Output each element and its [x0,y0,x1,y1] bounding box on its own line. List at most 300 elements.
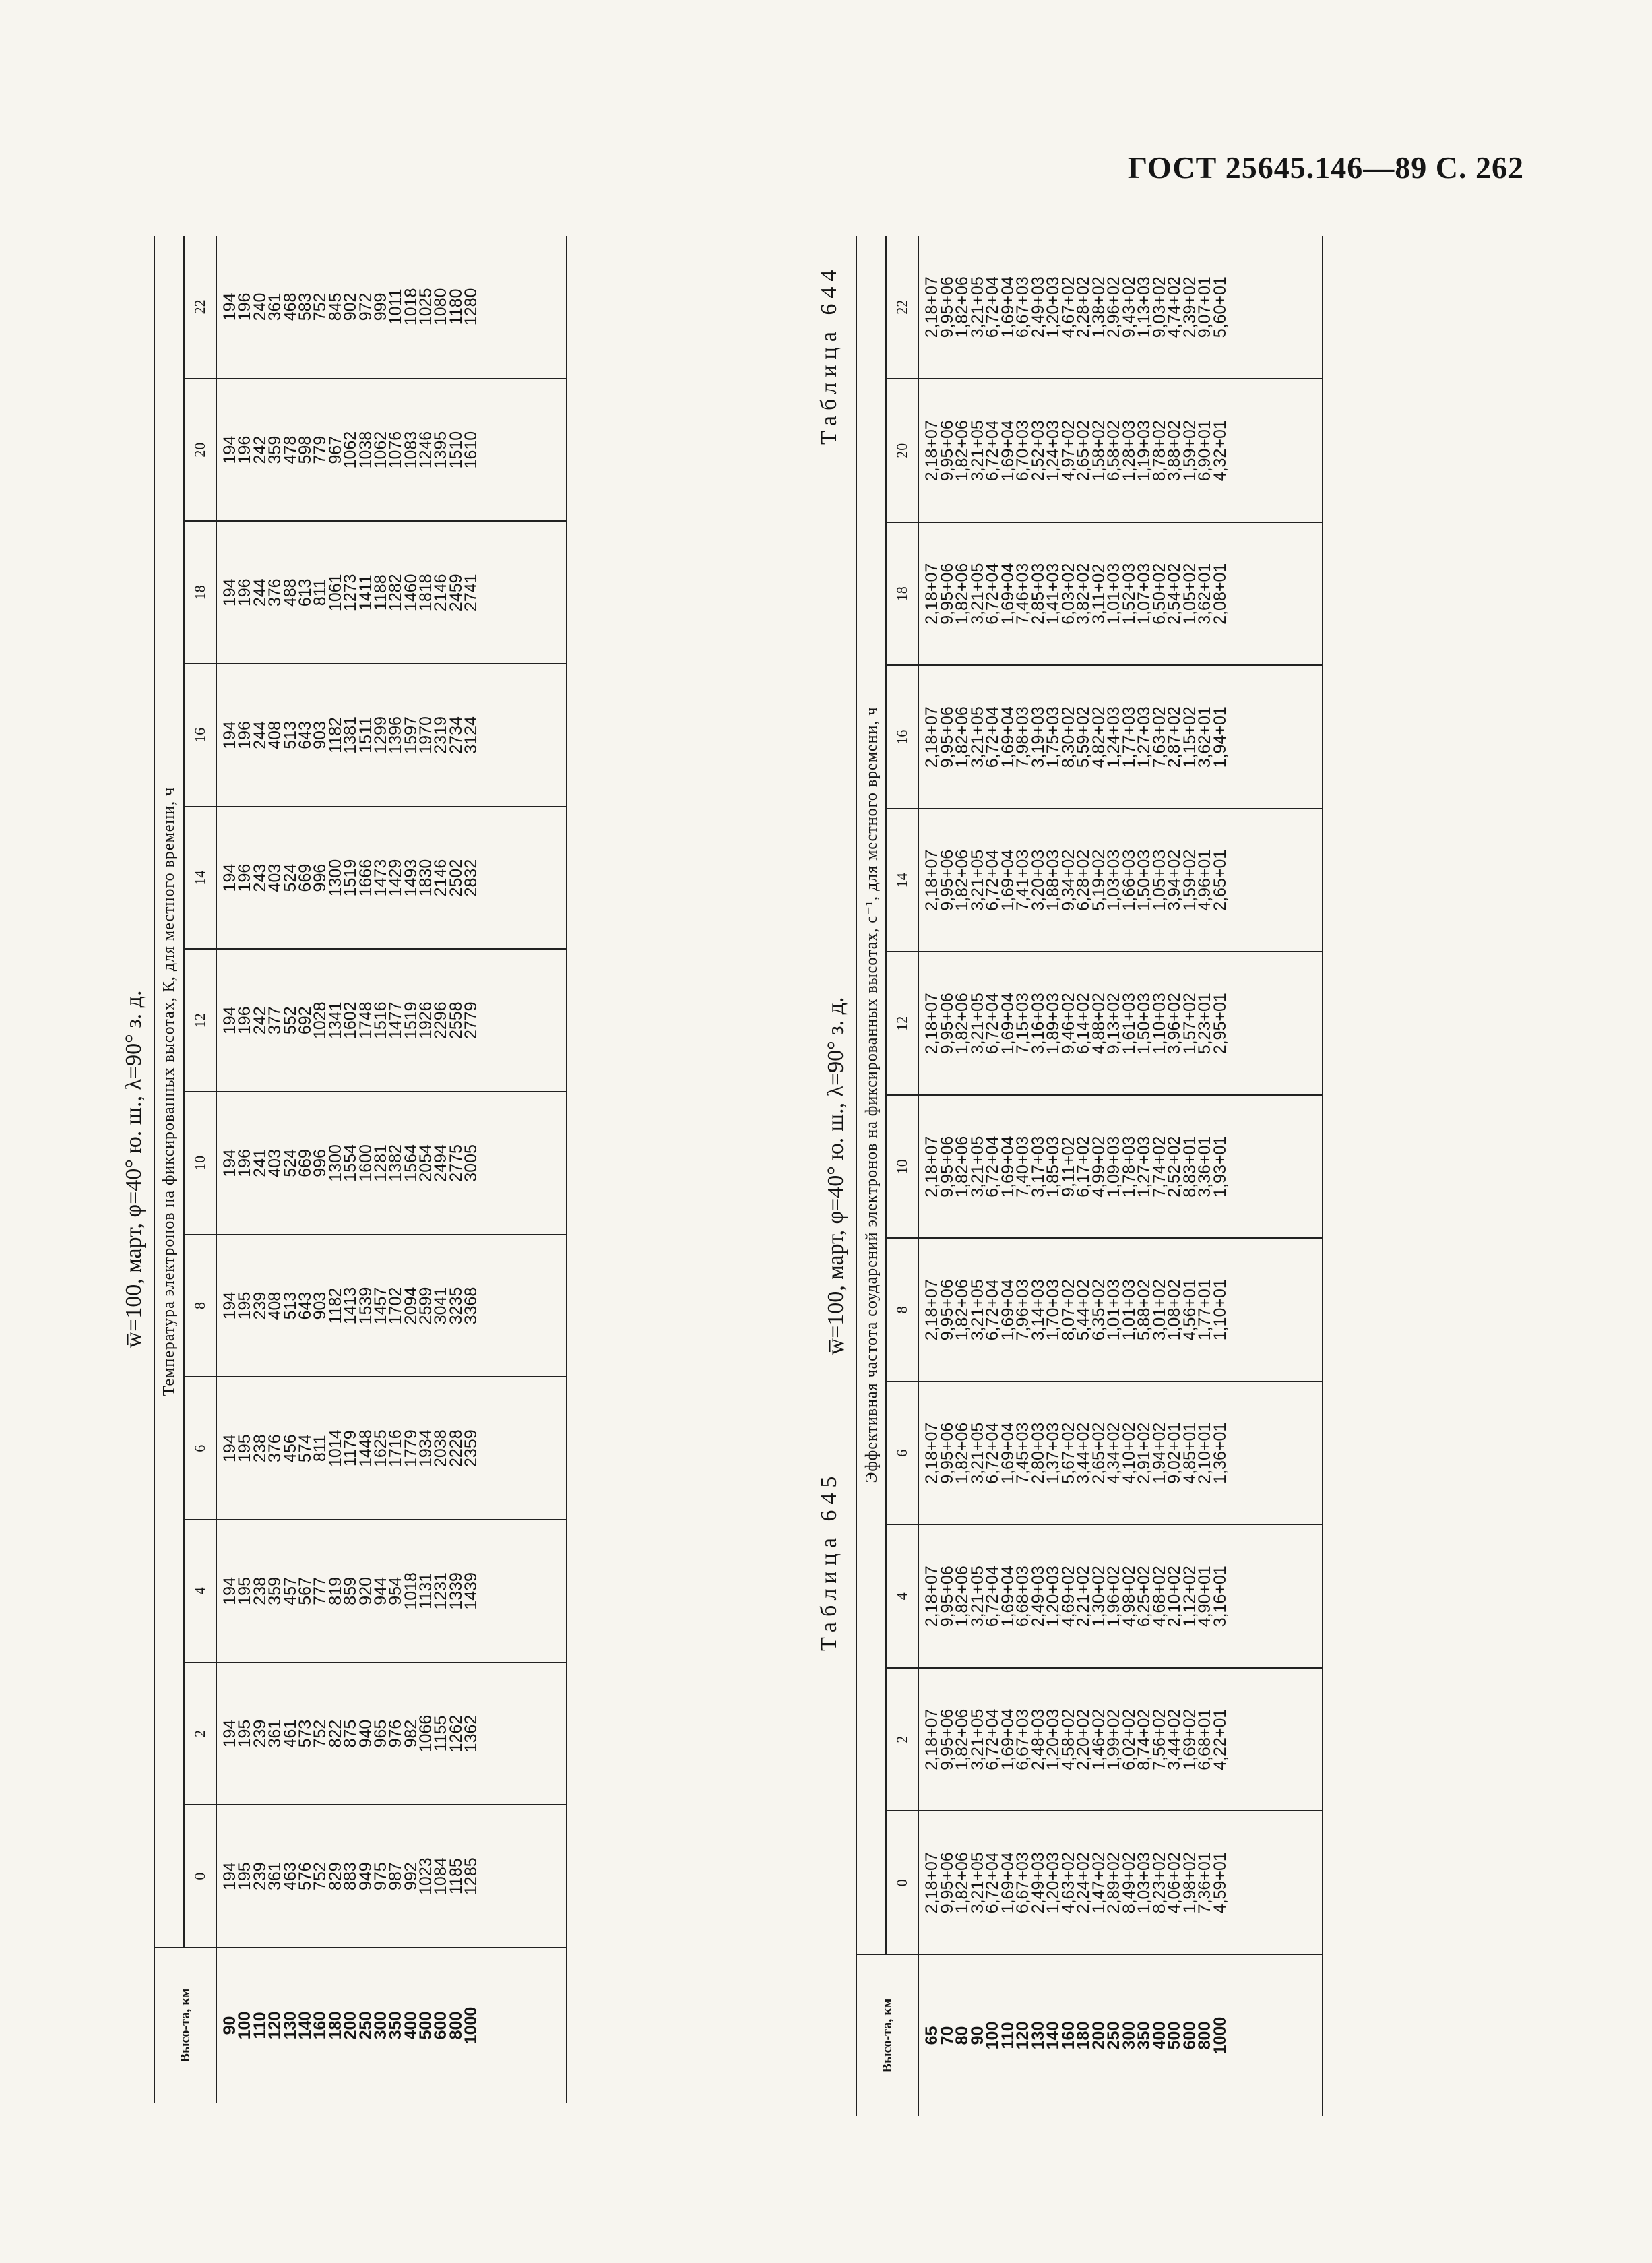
table-cell: 2,18+07 [922,420,941,482]
table-cell: 811 [311,579,330,607]
table-cell: 9,11+02 [1058,1136,1078,1197]
table-cell: 4,67+02 [1058,276,1078,338]
table-cell: 461 [280,1719,300,1748]
altitude-value: 70 [937,2026,957,2045]
table-cell: 1,82+06 [953,1279,972,1341]
table-cell: 6,72+04 [983,1708,1002,1770]
table-cell: 811 [311,1435,330,1462]
table-cell: 3,21+05 [967,706,987,768]
table-cell: 6,02+02 [1119,1708,1139,1770]
altitude-value: 65 [922,2026,941,2045]
table-cell: 1,82+06 [953,563,972,625]
table-cell: 1,28+03 [1119,420,1139,482]
table-cell: 6,14+02 [1074,993,1093,1055]
table-cell: 1519 [341,859,360,897]
table-cell: 9,95+06 [937,1566,957,1628]
table-cell: 2094 [401,1286,420,1325]
altitude-value: 300 [371,2011,390,2040]
table-cell: 194 [220,1719,239,1748]
table-cell: 7,98+03 [1013,706,1032,768]
table-cell: 1,69+04 [998,706,1017,768]
table-cell: 2832 [462,859,481,897]
table-cell: 2741 [462,574,481,612]
table-cell: 1411 [356,574,375,611]
table-cell: 1473 [371,859,390,897]
altitude-value: 130 [1028,2021,1048,2050]
value-column [918,236,1323,379]
hour-header: 12 [184,949,216,1092]
table-cell: 1,41+03 [1044,563,1062,625]
table-cell: 9,95+06 [937,420,957,482]
table-cell: 6,72+04 [983,1566,1002,1628]
table-cell: 456 [280,1434,300,1463]
table-cell: 1,94+01 [1210,706,1230,768]
table-cell: 1564 [401,1144,420,1182]
table-cell: 408 [265,721,285,749]
table-cell: 3,44+02 [1165,1708,1184,1770]
table-cell: 4,22+01 [1210,1708,1230,1770]
table-cell: 1,82+06 [953,276,972,338]
table-cell: 552 [280,1006,300,1035]
table-cell: 361 [265,292,285,321]
table-cell: 1,82+06 [953,993,972,1055]
table-cell: 9,07+01 [1195,276,1214,338]
table-cell: 463 [280,1862,300,1891]
table-cell: 1,05+03 [1149,849,1169,911]
table-cell: 1,01+03 [1104,1279,1123,1341]
table-cell: 2775 [446,1144,466,1182]
hour-header: 20 [184,379,216,522]
table-cell: 1,05+02 [1180,563,1199,625]
table-cell: 1083 [401,431,420,469]
table-cell: 752 [311,1862,330,1891]
table-cell: 1,69+04 [998,276,1017,338]
table-cell: 1,27+03 [1135,1136,1153,1198]
table-645 [817,236,1531,2116]
altitude-value: 160 [1058,2021,1078,2050]
table-cell: 574 [295,1434,315,1463]
table-cell: 2,18+07 [922,1566,941,1628]
altitude-value: 110 [998,2022,1017,2049]
table-cell: 1,61+03 [1119,993,1139,1055]
value-column [918,1668,1323,1811]
table-cell: 196 [235,863,255,892]
table-cell: 1,82+06 [953,1708,972,1770]
table-cell: 1,20+03 [1044,276,1062,338]
table-cell: 1061 [325,574,345,612]
table-cell: 241 [250,1149,269,1177]
table-cell: 1,19+03 [1135,420,1153,482]
value-column [918,1811,1323,1955]
table-cell: 4,96+01 [1195,849,1214,911]
table-cell: 4,10+02 [1119,1422,1139,1484]
table-cell: 1028 [311,1001,330,1040]
table-cell: 3,14+03 [1028,1279,1048,1341]
table-cell: 1,59+02 [1180,849,1199,911]
hour-header: 2 [184,1663,216,1805]
table-cell: 196 [235,1149,255,1177]
table-cell: 1539 [356,1286,375,1325]
table-cell: 6,17+02 [1074,1136,1093,1198]
table-cell: 2319 [431,716,451,754]
table-cell: 598 [295,435,315,464]
table-cell: 194 [220,292,239,321]
table-cell: 2734 [446,716,466,754]
table-cell: 3,21+05 [967,1852,987,1914]
table-cell: 2779 [462,1001,481,1040]
table-cell: 6,72+04 [983,1279,1002,1341]
hour-header: 12 [886,952,918,1096]
table-cell: 1014 [325,1429,345,1468]
table-cell: 903 [311,1291,330,1320]
table-cell: 1,01+03 [1104,563,1123,625]
table-cell: 1,24+03 [1104,706,1123,768]
table-cell: 194 [220,1577,239,1605]
table-cell: 1413 [341,1286,360,1325]
table-cell: 1018 [401,288,420,326]
table-cell: 361 [265,1862,285,1891]
table-cell: 2,80+03 [1028,1422,1048,1484]
altitude-value: 600 [431,2011,451,2040]
table-cell: 1,57+02 [1180,993,1199,1055]
table-cell: 982 [401,1719,420,1748]
table-cell: 242 [250,435,269,464]
value-column [216,1235,567,1377]
table-cell: 2,18+07 [922,1708,941,1770]
table-cell: 1,15+02 [1180,706,1199,768]
table-cell: 1,82+06 [953,849,972,911]
table-cell: 6,68+03 [1013,1566,1032,1628]
table-cell: 829 [325,1862,345,1891]
hour-header: 10 [886,1095,918,1239]
table-cell: 1,99+02 [1104,1708,1123,1770]
table-cell: 194 [220,1434,239,1463]
table-cell: 1,24+03 [1044,420,1062,482]
value-column [918,1382,1323,1525]
table-cell: 8,30+02 [1058,706,1078,768]
table-cell: 361 [265,1719,285,1748]
table-cell: 196 [235,721,255,749]
table-cell: 669 [295,863,315,892]
table-cell: 1,50+03 [1135,849,1153,911]
table-cell: 1,07+03 [1135,563,1153,625]
table-cell: 1460 [401,574,420,612]
table-cell: 940 [356,1719,375,1748]
table-cell: 1,69+04 [998,993,1017,1055]
table-cell: 2,49+03 [1028,1566,1048,1628]
altitude-value: 110 [250,2012,269,2039]
hour-header: 14 [886,809,918,952]
table-cell: 194 [220,721,239,749]
table-cell: 9,95+06 [937,1708,957,1770]
value-column [918,809,1323,952]
table-cell: 6,72+04 [983,420,1002,482]
table-cell: 5,67+02 [1058,1422,1078,1484]
table-cell: 7,40+03 [1013,1136,1032,1198]
altitude-value: 300 [1119,2021,1139,2050]
table-cell: 8,07+02 [1058,1279,1078,1341]
table-cell: 1066 [416,1714,436,1753]
table-cell: 4,58+02 [1058,1708,1078,1770]
table-cell: 5,19+02 [1089,849,1108,911]
table-644-caption: Таблица 644 [817,264,841,445]
table-cell: 376 [265,578,285,607]
table-cell: 1,10+03 [1149,993,1169,1055]
table-cell: 1179 [341,1430,360,1467]
table-cell: 5,23+01 [1195,993,1214,1055]
hour-header: 18 [886,522,918,666]
altitude-value: 1000 [462,2006,481,2045]
table-cell: 1062 [371,431,390,469]
table-cell: 2459 [446,574,466,612]
table-cell: 194 [220,578,239,607]
table-cell: 243 [250,863,269,892]
table-cell: 1395 [431,431,451,469]
table-cell: 9,46+02 [1058,993,1078,1055]
table-cell: 1,59+02 [1180,420,1199,482]
value-column [216,236,567,379]
table-cell: 488 [280,578,300,607]
table-cell: 194 [220,435,239,464]
value-column [216,1663,567,1805]
table-cell: 9,03+02 [1149,276,1169,338]
altitude-value: 1000 [1210,2016,1230,2055]
altitude-value: 80 [953,2026,972,2045]
table-cell: 2,18+07 [922,1852,941,1914]
value-column [918,952,1323,1096]
table-cell: 1282 [386,574,406,612]
table-cell: 408 [265,1291,285,1320]
table-cell: 3,21+05 [967,420,987,482]
table-cell: 902 [341,292,360,321]
table-cell: 883 [341,1862,360,1891]
table-cell: 1299 [371,716,390,754]
altitude-column [216,1948,567,2103]
table-cell: 1,82+06 [953,1566,972,1628]
table-cell: 6,67+03 [1013,1852,1032,1914]
table-cell: 1970 [416,716,436,754]
table-cell: 1,09+03 [1104,1136,1123,1198]
table-cell: 2,52+03 [1028,420,1048,482]
altitude-value: 120 [265,2011,285,2040]
altitude-value: 200 [341,2011,360,2040]
altitude-value: 140 [295,2011,315,2040]
table-cell: 8,74+02 [1135,1708,1153,1770]
table-cell: 1,98+02 [1180,1852,1199,1914]
table-cell: 1493 [401,859,420,897]
table-645-caption: Таблица 645 [817,1470,841,1651]
table-cell: 567 [295,1577,315,1605]
altitude-value: 140 [1044,2021,1062,2050]
table-cell: 2494 [431,1144,451,1182]
table-cell: 972 [356,292,375,321]
table-cell: 2,49+03 [1028,276,1048,338]
table-cell: 1625 [371,1429,390,1468]
table-cell: 576 [295,1862,315,1891]
table-cell: 7,63+02 [1149,706,1169,768]
table-cell: 196 [235,1006,255,1035]
table-cell: 1025 [416,288,436,326]
table-cell: 3368 [462,1286,481,1325]
table-cell: 238 [250,1577,269,1605]
table-cell: 2359 [462,1429,481,1468]
table-cell: 9,95+06 [937,993,957,1055]
table-cell: 3041 [431,1286,451,1325]
table-cell: 239 [250,1719,269,1748]
table-cell: 9,95+06 [937,1852,957,1914]
table-cell: 1748 [356,1001,375,1040]
value-column [918,522,1323,666]
altitude-value: 90 [967,2026,987,2045]
altitude-value: 350 [1135,2021,1153,2050]
table-cell: 5,60+01 [1210,276,1230,338]
table-cell: 1,94+02 [1149,1422,1169,1484]
table-cell: 1,46+02 [1089,1708,1108,1770]
table-cell: 8,78+02 [1149,420,1169,482]
table-cell: 2,08+01 [1210,563,1230,625]
table-cell: 2,65+01 [1210,849,1230,911]
table-cell: 196 [235,292,255,321]
table-cell: 573 [295,1719,315,1748]
table-cell: 5,88+02 [1135,1279,1153,1341]
table-644-subtitle: Температура электронов на фиксированных высотах, К, для местного времени, ч [154,236,184,1948]
table-cell: 1439 [462,1572,481,1610]
altitude-value: 200 [1089,2021,1108,2050]
table-cell: 6,72+04 [983,849,1002,911]
table-cell: 2038 [431,1429,451,1468]
table-cell: 1,88+03 [1044,849,1062,911]
table-cell: 1,82+06 [953,1852,972,1914]
table-cell: 6,72+04 [983,1136,1002,1198]
table-cell: 4,88+02 [1089,993,1108,1055]
table-cell: 524 [280,1149,300,1177]
table-cell: 2,65+02 [1089,1422,1108,1484]
table-cell: 5,44+02 [1074,1279,1093,1341]
table-cell: 2,95+01 [1210,993,1230,1055]
table-cell: 6,90+01 [1195,420,1214,482]
table-cell: 1,77+01 [1195,1279,1214,1341]
table-645-title: w̅=100, март, φ=40° ю. ш., λ=90° з. д. [823,997,848,1355]
table-cell: 2,21+02 [1074,1566,1093,1628]
table-cell: 196 [235,578,255,607]
table-cell: 1702 [386,1286,406,1325]
table-cell: 1,96+02 [1104,1566,1123,1628]
table-cell: 2,18+07 [922,1279,941,1341]
table-cell: 4,90+01 [1195,1566,1214,1628]
table-cell: 692 [295,1006,315,1035]
table-cell: 1779 [401,1429,420,1468]
table-cell: 1,20+03 [1044,1566,1062,1628]
table-cell: 1,82+06 [953,420,972,482]
table-cell: 1,78+03 [1119,1136,1139,1198]
table-cell: 965 [371,1719,390,1748]
value-column [918,1239,1323,1382]
altitude-value: 400 [1149,2021,1169,2050]
table-cell: 975 [371,1862,390,1891]
table-cell: 1,03+03 [1135,1852,1153,1914]
table-cell: 3,17+03 [1028,1136,1048,1198]
table-cell: 6,72+04 [983,1852,1002,1914]
table-cell: 2,87+02 [1165,706,1184,768]
table-cell: 949 [356,1862,375,1891]
table-cell: 7,56+02 [1149,1708,1169,1770]
table-cell: 524 [280,863,300,892]
table-cell: 2,49+03 [1028,1852,1048,1914]
table-cell: 1448 [356,1429,375,1468]
table-cell: 7,96+03 [1013,1279,1032,1341]
table-cell: 3,21+05 [967,849,987,911]
table-cell: 1155 [431,1715,451,1752]
table-cell: 7,15+03 [1013,993,1032,1055]
table-cell: 9,02+01 [1165,1422,1184,1484]
hour-header: 0 [886,1811,918,1955]
table-cell: 2,28+02 [1074,276,1093,338]
table-cell: 1,47+02 [1089,1852,1108,1914]
table-cell: 4,97+02 [1058,420,1078,482]
table-cell: 1934 [416,1429,436,1468]
table-cell: 1,69+04 [998,1852,1017,1914]
table-cell: 6,25+02 [1135,1566,1153,1628]
table-cell: 1246 [416,431,436,469]
table-cell: 1,75+03 [1044,706,1062,768]
table-cell: 1,01+03 [1119,1279,1139,1341]
table-cell: 1597 [401,716,420,754]
table-cell: 6,72+04 [983,706,1002,768]
table-cell: 6,70+03 [1013,420,1032,482]
table-cell: 1,69+04 [998,1136,1017,1198]
table-cell: 194 [220,863,239,892]
table-cell: 4,59+01 [1210,1852,1230,1914]
table-cell: 1,20+03 [1044,1708,1062,1770]
table-cell: 359 [265,435,285,464]
table-cell: 2,10+01 [1195,1422,1214,1484]
value-column [216,664,567,807]
table-cell: 4,98+02 [1119,1566,1139,1628]
table-cell: 1,12+02 [1180,1566,1199,1628]
altitude-value: 180 [325,2011,345,2040]
table-cell: 2,54+02 [1165,563,1184,625]
table-cell: 468 [280,292,300,321]
table-cell: 239 [250,1862,269,1891]
table-cell: 194 [220,1149,239,1177]
table-cell: 2,18+07 [922,563,941,625]
table-cell: 3235 [446,1286,466,1325]
table-cell: 4,82+02 [1089,706,1108,768]
table-cell: 2,18+07 [922,993,941,1055]
table-cell: 240 [250,292,269,321]
hour-header: 22 [886,236,918,379]
table-cell: 845 [325,292,345,321]
hour-header: 16 [886,666,918,809]
table-cell: 1396 [386,716,406,754]
table-cell: 2,89+02 [1104,1852,1123,1914]
table-cell: 2,18+07 [922,849,941,911]
table-cell: 8,49+02 [1119,1852,1139,1914]
table-cell: 3,19+03 [1028,706,1048,768]
table-cell: 2,18+07 [922,276,941,338]
table-cell: 669 [295,1149,315,1177]
table-cell: 2,18+07 [922,706,941,768]
table-cell: 2146 [431,859,451,897]
table-cell: 1341 [325,1001,345,1040]
table-cell: 3,62+01 [1195,563,1214,625]
table-cell: 987 [386,1862,406,1891]
table-cell: 643 [295,1291,315,1320]
table-cell: 1018 [401,1572,420,1610]
table-cell: 1,69+04 [998,1422,1017,1484]
hour-header: 2 [886,1668,918,1811]
table-cell: 1429 [386,859,406,897]
